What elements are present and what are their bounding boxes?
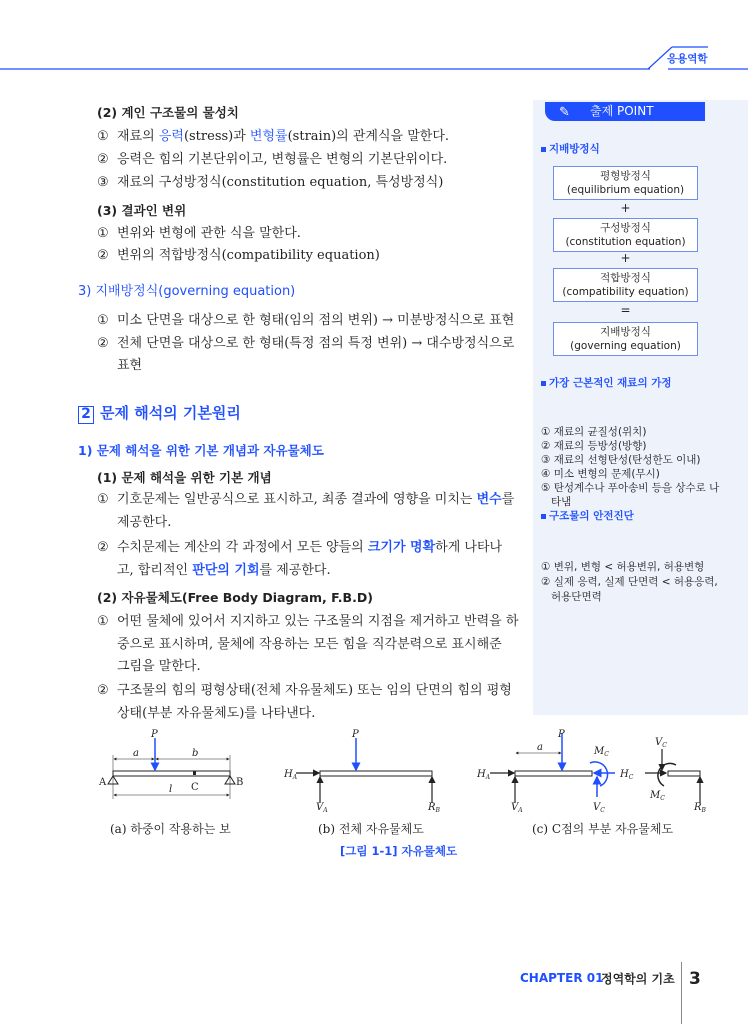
svg-text:a: a <box>537 742 543 753</box>
memo-icon: ✎ <box>559 105 570 120</box>
diagram-loaded-beam <box>98 729 243 799</box>
footer-chapter: CHAPTER 01 <box>520 971 604 985</box>
list-item: ① 어떤 물체에 있어서 지지하고 있는 구조물의 지점을 제거하고 반력을 하 <box>97 614 519 629</box>
list-item: ① 변위와 변형에 관한 식을 말한다. <box>97 226 301 241</box>
free-body-diagram-figure <box>0 725 748 820</box>
figure-caption-c: (c) C점의 부분 자유물체도 <box>532 822 674 836</box>
figure-caption-b: (b) 전체 자유물체도 <box>318 822 424 836</box>
label-support-a: A <box>99 777 107 788</box>
svg-text:VA: $V_A$ <box>511 802 523 814</box>
svg-text:RB: $R_B$ <box>694 802 706 814</box>
svg-text:VC: $V_C$ <box>593 802 605 814</box>
section-heading: 3) 지배방정식(governing equation) <box>78 284 296 299</box>
label-point-c: C <box>191 782 199 793</box>
svg-text:RB: $R_B$ <box>428 802 440 814</box>
svg-text:VA: $V_A$ <box>316 802 328 814</box>
sidebar-list: ① 변위, 변형 < 허용변위, 허용변형 ② 실제 응력, 실제 단면력 < 허용응력, 허용단면력 <box>541 561 718 603</box>
point-c-marker <box>193 771 196 775</box>
equation-box: 평형방정식 (equilibrium equation) <box>553 166 698 200</box>
diagram-partial-free-body <box>476 729 707 814</box>
list-item: ② 전체 단면을 대상으로 한 형태(특정 점의 특정 변위) → 대수방정식으로 <box>97 336 515 351</box>
list-item-continued: 표현 <box>117 358 143 373</box>
sidebar-heading: 지배방정식 <box>541 142 600 156</box>
operator: = <box>620 303 631 317</box>
section-heading: 1) 문제 해석을 위한 기본 개념과 자유물체도 <box>78 443 324 458</box>
list-item: ② 수치문제는 계산의 각 과정에서 모든 양들의 크기가 명확하게 나타나 <box>97 540 503 555</box>
figure-title: [그림 1-1] 자유물체도 <box>340 844 458 858</box>
subheading: (2) 계인 구조물의 물성치 <box>97 105 239 120</box>
operator: + <box>620 251 631 265</box>
left-segment <box>515 771 592 776</box>
svg-text:MC: $M_C$ <box>594 746 609 758</box>
sidebar-heading: 구조물의 안전진단 <box>541 509 634 523</box>
subheading: (2) 자유물체도(Free Body Diagram, F.B.D) <box>97 590 373 605</box>
diagram-full-free-body <box>283 729 441 814</box>
label-p: P <box>151 729 158 740</box>
exam-point-tab <box>545 102 705 121</box>
sidebar-list: ① 재료의 균질성(위치) ② 재료의 등방성(방향) ③ 재료의 선형탄성(탄성한도 이내) ④ 미소 변형의 문제(무시) ⑤ 탄성계수나 푸아송비 등을 상수로 나 타냄 <box>541 426 720 508</box>
list-item: ① 재료의 응력(stress)과 변형률(strain)의 관계식을 말한다. <box>97 129 450 144</box>
footer-chapter-title: 정역학의 기초 <box>601 972 675 986</box>
subheading: (3) 결과인 변위 <box>97 203 187 218</box>
list-item: ① 기호문제는 일반공식으로 표시하고, 최종 결과에 영향을 미치는 변수를 <box>97 492 515 507</box>
list-item-continued: 중으로 표시하며, 물체에 작용하는 모든 힘을 직각분력으로 표시해준 <box>117 637 502 652</box>
label-support-b: B <box>236 777 244 788</box>
moment-mc-left <box>590 762 608 786</box>
operator: + <box>620 201 631 215</box>
svg-text:P: P <box>558 729 565 740</box>
label-b: b <box>192 748 199 759</box>
section-number: 2 <box>78 406 94 424</box>
equation-box: 구성방정식 (constitution equation) <box>553 218 698 252</box>
svg-text:HA: $H_A$ <box>477 769 491 781</box>
list-item: ② 변위의 적합방정식(compatibility equation) <box>97 248 380 263</box>
svg-text:MC: $M_C$ <box>650 790 665 802</box>
page-number: 3 <box>689 969 701 989</box>
svg-text:HC: $H_C$ <box>620 769 634 781</box>
list-item: ② 응력은 힘의 기본단위이고, 변형률은 변형의 기본단위이다. <box>97 152 448 167</box>
list-item-continued: 고, 합리적인 판단의 기회를 제공한다. <box>117 563 331 578</box>
section-title: 2 문제 해석의 기본원리 <box>78 402 241 424</box>
list-item: ② 구조물의 힘의 평형상태(전체 자유물체도) 또는 임의 단면의 힘의 평형 <box>97 683 512 698</box>
list-item-continued: 상태(부분 자유물체도)를 나타낸다. <box>117 706 316 721</box>
header-rule <box>0 40 748 75</box>
footer-divider <box>681 962 682 1024</box>
list-item: ③ 재료의 구성방정식(constitution equation, 특성방정식) <box>97 175 444 190</box>
svg-text:HA: $H_A$ <box>284 769 298 781</box>
list-item: ① 미소 단면을 대상으로 한 형태(임의 점의 변위) → 미분방정식으로 표현 <box>97 313 515 328</box>
sidebar-heading: 가장 근본적인 재료의 가정 <box>541 376 672 390</box>
exam-point-sidebar <box>533 100 748 715</box>
beam <box>113 771 230 776</box>
figure-caption-a: (a) 하중이 작용하는 보 <box>110 822 231 836</box>
subheading: (1) 문제 해석을 위한 기본 개념 <box>97 470 272 485</box>
right-segment <box>668 771 700 776</box>
label-p: P <box>352 729 359 740</box>
list-item-continued: 그림을 말한다. <box>117 659 201 674</box>
equation-box: 적합방정식 (compatibility equation) <box>553 268 698 302</box>
sidebar-title: 출제 POINT <box>590 104 654 118</box>
beam <box>320 771 432 776</box>
svg-text:VC: $V_C$ <box>655 737 667 749</box>
list-item-continued: 제공한다. <box>117 515 172 530</box>
label-a: a <box>133 748 139 759</box>
label-l: l <box>169 784 173 795</box>
equation-box: 지배방정식 (governing equation) <box>553 322 698 356</box>
header-label: 응용역학 <box>667 53 708 65</box>
